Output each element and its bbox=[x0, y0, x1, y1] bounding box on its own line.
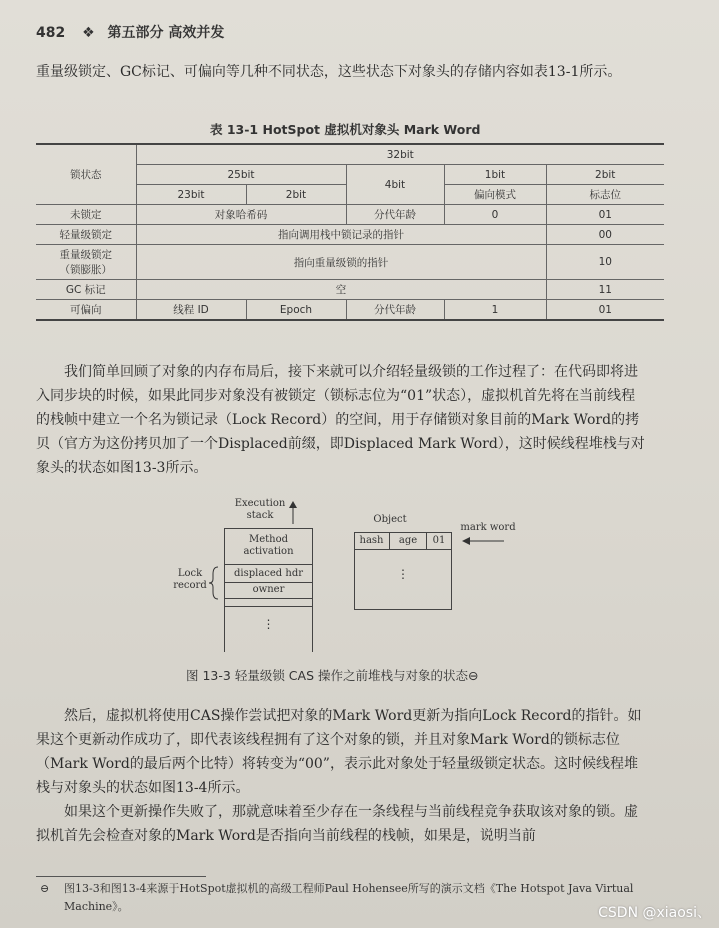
bias-mode-header: 偏向模式 bbox=[444, 185, 546, 205]
row-cell: Epoch bbox=[246, 300, 346, 321]
bits2b-header: 2bit bbox=[246, 185, 346, 205]
label-line: Method bbox=[248, 534, 289, 545]
stack-divider bbox=[224, 598, 313, 599]
footnote-text: 图13-3和图13-4来源于HotSpot虚拟机的高级工程师Paul Hohensee所写的演示文档《The Hotspot Java Virtual Machine》。 bbox=[64, 882, 634, 913]
row-cell: 对象哈希码 bbox=[136, 205, 346, 225]
lock-record-label bbox=[170, 568, 210, 592]
label-line: Lock bbox=[177, 568, 203, 579]
footnote-marker: ⊖ bbox=[40, 882, 50, 895]
row-state-line: （锁膨胀） bbox=[59, 264, 112, 276]
row-cell: 分代年龄 bbox=[346, 205, 444, 225]
row-state: 未锁定 bbox=[36, 205, 136, 225]
footnote-rule bbox=[36, 876, 206, 877]
displaced-hdr-label: displaced hdr bbox=[233, 568, 303, 579]
row-flag: 00 bbox=[546, 225, 664, 245]
row-state: 可偏向 bbox=[36, 300, 136, 321]
label-line: stack bbox=[246, 510, 274, 521]
table-caption: 表 13-1 HotSpot 虚拟机对象头 Mark Word bbox=[210, 122, 481, 137]
body-paragraph-2: 然后，虚拟机将使用CAS操作尝试把对象的Mark Word更新为指向Lock Record的指针。如果这个更新动作成功了，即代表该线程拥有了这个对象的锁，并且对象Mark Word的锁标志位（Mark Word的最后两个比特）将转变为“00”，表示此对象处于轻量级锁定状态。这时候线程堆栈与对象头的状态如图13-4所示。 bbox=[36, 708, 642, 796]
object-label: Object bbox=[373, 514, 407, 525]
watermark: CSDN @xiaosi、 bbox=[598, 905, 711, 921]
body-paragraph-3: 如果这个更新操作失败了，那就意味着至少存在一条线程与当前线程竞争获取该对象的锁。虚拟机首先会检查对象的Mark Word是否指向当前线程的栈帧，如果是，说明当前 bbox=[36, 804, 638, 844]
bits25-header: 25bit bbox=[136, 165, 346, 185]
body-paragraph-1: 我们简单回顾了对象的内存布局后，接下来就可以介绍轻量级锁的工作过程了：在代码即将进入同步块的时候，如果此同步对象没有被锁定（锁标志位为“01”状态），虚拟机首先将在当前线程的栈帧中建立一个名为锁记录（Lock Record）的空间，用于存储锁对象目前的Mark Word的拷贝（官方为这份拷贝加了一个Displaced前缀，即Displaced Mark Word），这时候线程堆栈与对象头的状态如图13-3所示。 bbox=[36, 364, 645, 476]
bits1-header: 1bit bbox=[444, 165, 546, 185]
lock-state-header: 锁状态 bbox=[36, 144, 136, 205]
execution-stack-label bbox=[228, 498, 292, 522]
label-line: Execution bbox=[234, 498, 286, 509]
row-cell: 1 bbox=[444, 300, 546, 321]
hash-field: hash bbox=[359, 535, 384, 546]
label-line: activation bbox=[243, 546, 294, 557]
section-title: 第五部分 高效并发 bbox=[107, 25, 225, 41]
row-cell: 指向调用栈中锁记录的指针 bbox=[136, 225, 546, 245]
bits2-header: 2bit bbox=[546, 165, 664, 185]
row-state-line: 重量级锁定 bbox=[59, 249, 112, 261]
row-cell: 线程 ID bbox=[136, 300, 246, 321]
object-divider bbox=[354, 549, 452, 550]
bits23-header: 23bit bbox=[136, 185, 246, 205]
row-flag: 01 bbox=[546, 300, 664, 321]
footnote bbox=[40, 880, 664, 916]
row-cell: 指向重量级锁的指针 bbox=[136, 245, 546, 280]
mark-word-label: mark word bbox=[460, 522, 516, 533]
bits4-header: 4bit bbox=[346, 165, 444, 205]
row-state: GC 标记 bbox=[36, 280, 136, 300]
left-arrow-icon bbox=[462, 536, 506, 546]
stack-divider bbox=[224, 582, 313, 583]
row-cell: 0 bbox=[444, 205, 546, 225]
bits01-field: 01 bbox=[432, 535, 446, 546]
intro-paragraph: 重量级锁定、GC标记、可偏向等几种不同状态，这些状态下对象头的存储内容如表13-1所示。 bbox=[36, 64, 622, 80]
page-number: 482 bbox=[36, 25, 66, 41]
ornament-icon: ❖ bbox=[82, 25, 95, 41]
row-flag: 01 bbox=[546, 205, 664, 225]
age-field: age bbox=[398, 535, 418, 546]
stack-divider bbox=[224, 564, 313, 565]
bits32-header: 32bit bbox=[136, 144, 664, 165]
row-cell: 分代年龄 bbox=[346, 300, 444, 321]
row-flag: 11 bbox=[546, 280, 664, 300]
figure-caption: 图 13-3 轻量级锁 CAS 操作之前堆栈与对象的状态⊖ bbox=[186, 668, 479, 683]
up-arrow-icon bbox=[286, 500, 300, 526]
row-state: 轻量级锁定 bbox=[36, 225, 136, 245]
stack-divider bbox=[224, 606, 313, 607]
method-activation-label bbox=[224, 534, 313, 558]
owner-label: owner bbox=[252, 584, 285, 595]
label-line: record bbox=[173, 580, 207, 591]
brace-icon bbox=[208, 566, 220, 600]
stack-vdots: ⋮ bbox=[262, 617, 275, 631]
object-vdots: ⋮ bbox=[397, 567, 409, 581]
flag-bits-header: 标志位 bbox=[546, 185, 664, 205]
row-cell: 空 bbox=[136, 280, 546, 300]
row-flag: 10 bbox=[546, 245, 664, 280]
stack-divider bbox=[224, 528, 313, 529]
